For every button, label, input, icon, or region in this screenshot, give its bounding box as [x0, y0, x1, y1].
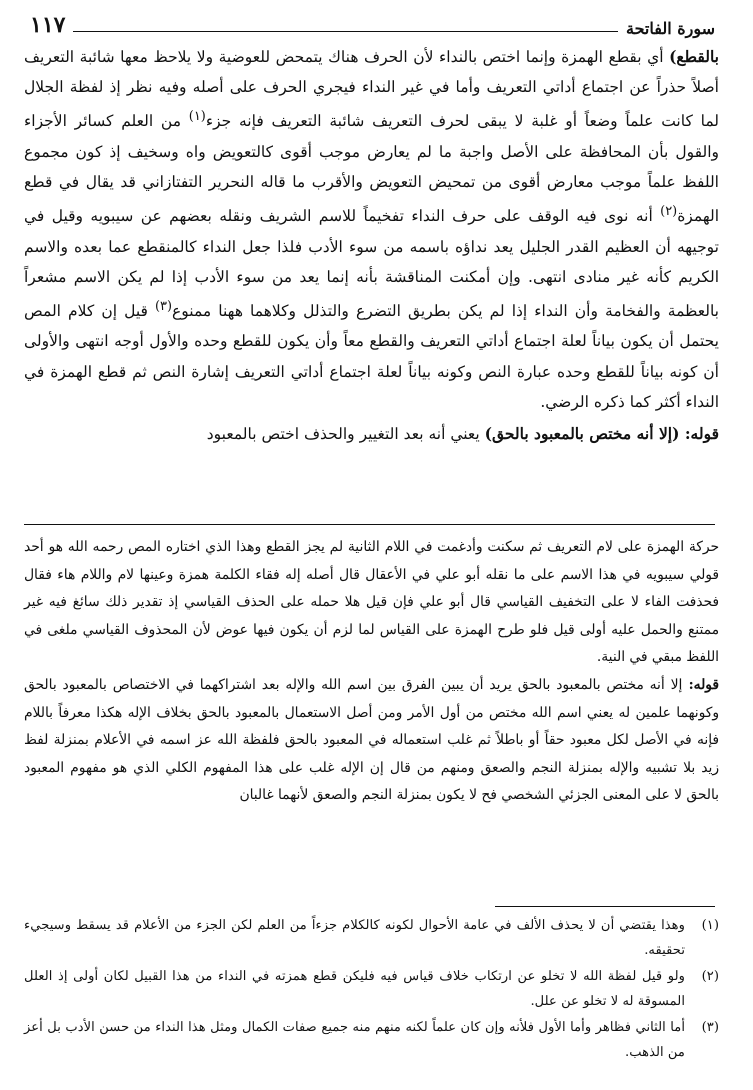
footnote-number: (٣) — [701, 1020, 719, 1035]
footnote-text: وهذا يقتضي أن لا يحذف الألف في عامة الأحوال لكونه كالكلام جزءاً من العلم لكن الجزء من الأعلام قد يسقط وسيجيء تحقيقه. — [24, 918, 685, 958]
commentary-paragraph-2-text: إلا أنه مختص بالمعبود بالحق يريد أن يبين الفرق بين اسم الله والإله بعد اشتراكهما في الاختصاص بالمعبود بالحق وكونهما علمين له يعني اسم الله مختص من أول الأمر ومن أصل الاستعمال بالمعبود بالحق بخلاف الإله هكذا معرفاً باللام فإنه في الأصل لكل معبود حقاً أو باطلاً ثم غلب استعماله في المعبود بالحق فلفظة الله عز اسمه في الأعلام بمنزلة لفظ زيد بلا تشبيه والإله بمنزلة النجم والصعق ومنهم من قال إن الإله غلب على هذا المفهوم الكلي الذي هو مفهوم المعبود بالحق لا على المعنى الجزئي الشخصي فح لا يكون بمنزلة النجم والصعق لأنهما غالبان — [24, 676, 719, 804]
quote-text: يعني أنه بعد التغيير والحذف اختص بالمعبود — [206, 424, 485, 443]
footnote-separator — [495, 906, 715, 907]
footnote-3 — [24, 1016, 719, 1065]
page-header — [30, 8, 715, 38]
footnote-1 — [24, 914, 719, 963]
main-text-part-3: أنه نوى فيه الوقف على حرف النداء تفخيماً للاسم الشريف ونقله بعضهم عن سيبويه وقيل في توجيهه أن العظيم القدر الجليل يعد نداؤه باسمه من سوء الأدب فلذا جعل النداء كالمنقطع عما بعده والاسم الكريم كأنه غير منادى انتهى. وإن أمكنت المناقشة بأنه إنما يعد من سوء الأدب إذا لم يكن الاسم مشعراً بالعظمة والفخامة وأن النداء إذا لم يكن بطريق التضرع والتذلل وكلاهما ههنا ممنوع — [24, 207, 719, 321]
main-text — [24, 42, 719, 449]
footnote-2 — [24, 965, 719, 1014]
header-rule — [73, 31, 618, 32]
main-paragraph — [24, 42, 719, 417]
footnote-ref-1[interactable]: (١) — [188, 109, 206, 125]
footnote-text: ولو قيل لفظة الله لا تخلو عن ارتكاب خلاف قياس فيه فليكن قطع همزته في النداء من هذا القبيل لكان أولى إذ العلل المسوقة له لا تخلو عن علل. — [24, 969, 685, 1009]
commentary-paragraph-2 — [24, 672, 719, 810]
surah-title: سورة الفاتحة — [626, 19, 715, 38]
main-text-part-4: قيل إن كلام المص يحتمل أن يكون بياناً لعلة اجتماع أداتي التعريف والقطع معاً وأن يكون للقطع وحده والأول أوجه انتهى والأولى أن كونه بياناً للقطع وحده عبارة النص وكونه بياناً لعلة اجتماع أداتي التعريف إشارة النص ثم قطع الهمزة في النداء أكثر كما ذكره الرضي. — [24, 302, 719, 411]
quote-label: قوله: — [679, 423, 719, 443]
commentary — [24, 534, 719, 810]
main-text-part-1: أي بقطع الهمزة وإنما اختص بالنداء لأن الحرف هناك يتمحض للعوضية ولا يلاحظ معها شائبة التعريف أصلاً حذراً عن اجتماع أداتي التعريف وأما في غير النداء فيجري الحرف على أصله وفيه نظر إذ لفظة الجلال لما كانت علماً وضعاً أو غلبة لا يبقى لحرف التعريف شائبة التعريف فإنه جزء — [24, 48, 719, 131]
footnote-number: (١) — [701, 918, 719, 933]
page-number: ١١٧ — [30, 12, 66, 38]
lemma-lead: بالقطع) — [669, 47, 719, 66]
quote-paragraph — [24, 419, 719, 449]
footnote-ref-3[interactable]: (٣) — [154, 298, 173, 314]
quote-lemma: (إلا أنه مختص بالمعبود بالحق) — [484, 423, 680, 443]
main-text-part-2: من العلم كسائر الأجزاء والقول بأن المحافظة على الأصل واجبة ما لم يعارض موجب أقوى كالتعويض واه وسخيف إذ كون مجموع اللفظ علماً موجب معارض أقوى من تمحيض التعويض والأقرب ما قاله النحرير التفتازاني قد يقال في قطع الهمزة — [24, 112, 719, 226]
commentary-separator — [24, 524, 715, 525]
footnote-ref-2[interactable]: (٢) — [660, 204, 678, 220]
footnote-text: أما الثاني فظاهر وأما الأول فلأنه وإن كان علماً لكنه منهم منه جميع صفات الكمال ومثل هذا النداء من حسن الأدب بل أعز من الذهب. — [24, 1020, 685, 1060]
footnote-number: (٢) — [701, 969, 719, 984]
footnotes — [24, 914, 719, 1067]
commentary-quote-label: قوله: — [682, 676, 719, 693]
commentary-paragraph-1: حركة الهمزة على لام التعريف ثم سكنت وأدغمت في اللام الثانية لم يجز القطع وهذا الذي اختاره المص رحمه الله هو أحد قولي سيبويه في هذا الاسم على ما نقله أبو علي في الأعقال قال أصله إله فقاء الكلمة همزة وعينها لام واللام هاء فقال فحذفت الفاء لا على التخفيف القياسي قال أبو علي فإن قيل هلا حمله على الحذف القياسي إذ تقدير ذلك سائغ فيه غير ممتنع والحمل عليه أولى قيل فلو طرح الهمزة على القياس لما لزم أن يكون فيها عوض لأن المحذوف القياسي ملغى في اللفظ مبقي في النية. — [24, 539, 719, 666]
